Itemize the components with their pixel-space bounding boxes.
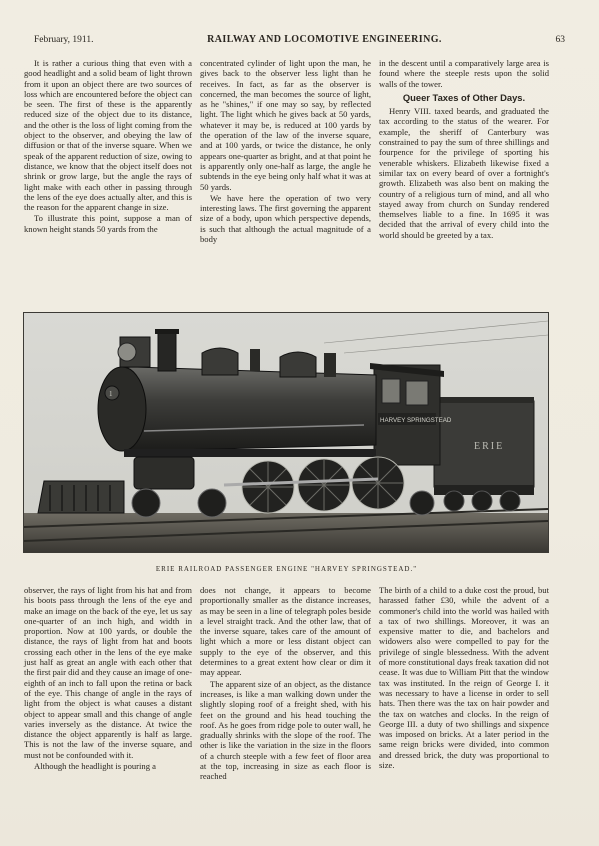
paragraph: Although the headlight is pouring a — [34, 761, 156, 772]
locomotive-illustration — [24, 313, 548, 552]
running-header — [34, 34, 565, 50]
journal-title: RAILWAY AND LOCOMOTIVE ENGINEERING. — [207, 34, 442, 45]
paragraph: We have here the operation of two very interesting laws. The first governing the apparent size of a body, upon which perspective depends, is such that although the actual magnitude of a body — [200, 192, 371, 245]
article-heading: Queer Taxes of Other Days. — [402, 91, 526, 103]
locomotive-photo — [23, 312, 549, 553]
page-number: 63 — [555, 35, 565, 45]
paragraph: The birth of a child to a duke cost the proud, but harassed father £30, while the advent of a commoner's child into the world was hailed with a tax of two shillings. Moreover, it was an expensive matter to die, and bachelors and widowers also were compelled to pay for the privilege of single blessedness. With the advent of more constitutional days freak taxation did not cease. It was due to William Pitt that the window tax was instituted. In the reign of George I. it was necessary to have a license in order to sell hats. Then there was the tax on hair powder and the tax on watches and clocks. In the reign of George III. a duty of two shillings and sixpence was imposed on bricks. At a later period in the same reign bricks were divided, into common and dressed brick, the duty was proportional to size. — [379, 585, 549, 771]
paragraph: concentrated cylinder of light upon the man, he gives back to the observer less light than he receives. In fact, as far as the observer is concerned, the man becomes the source of light, as he "shines," if one may so say, by reflected light. The light which he gives back at 50 yards, whatever it may be, is reduced at 100 yards by the operation of the law of the inverse square, and at 100 yards, or twice the distance, he only appears one-quarter as bright, and at that point he is apparently only one-half as large, the angle he subtends in the eye being only half what it was at 50 yards. — [200, 58, 371, 192]
paragraph: Henry VIII. taxed beards, and graduated the tax according to the status of the wearer. For example, the sheriff of Canterbury was constrained to pay the sum of three shillings and fourpence for the privilege of sporting his venerable whiskers. Elizabeth likewise fixed a similar tax on every beard of over a fortnight's growth. Elizabeth was also bent on making the country of a religious turn of mind, and all who stayed away from church on Sunday rendered themselves liable to a fine. In 1695 it was decided that the arrival of every child into the world should be greeted by a tax. — [379, 106, 549, 240]
issue-date: February, 1911. — [34, 35, 94, 45]
paragraph: The apparent size of an object, as the distance increases, is like a man walking down under the slightly sloping roof of a freight shed, with his feet on the ground and his head touching the roof. As he goes from ridge pole to outer wall, he gradually shrinks with the slope of the roof. The other is like the variation in the size in the floors of a church steeple with a few feet of floor area at the top, increasing in size as each floor is reached — [200, 678, 371, 782]
column-top-right — [379, 58, 549, 241]
paragraph: It is rather a curious thing that even with a good headlight and a solid beam of light thrown from it upon an object there are two sources of loss which are encountered before the object can be seen. The first of these is the apparently reduced size of the object due to its distance, and the other is the loss of light coming from the object to the observer, and obeying the law of diffusion or that of the inverse square. When we speak of the apparent reduction of size, owing to distance, we know that the object itself does not shrink or grow large, but the angle the rays of light make with each other in passing through the lens of the eye does actually alter, and this is the reason for the apparent change in size. — [24, 58, 192, 213]
column-bottom-right — [379, 585, 549, 771]
engine-number: 1 — [109, 390, 113, 398]
figure-caption: ERIE RAILROAD PASSENGER ENGINE "HARVEY SPRINGSTEAD." — [155, 565, 418, 573]
paragraph: in the descent until a comparatively large area is found where the steeple rests upon the solid walls of the tower. — [379, 58, 549, 89]
paragraph: observer, the rays of light from his hat and from his boots pass through the lens of the eye and make an image on the back of the eye, let us say one-quarter of an inch high, and width in proportion. Now at 100 yards, or double the distance, the rays of light from hat and boots crossing each other in the lens of the eye make just half as great an angle with each other that the first pair did and they cause an image of one-eighth of an inch to fall upon the retina or back of the eye. This change of angle in the rays of light from the object is what causes a distant object to appear small and this change of angle varies inversely as the distance. At twice the distance the object apparently is half as large. This is not the law of the inverse square, and must not be confounded with it. — [24, 585, 192, 760]
paragraph: does not change, it appears to become proportionally smaller as the distance increases, as may be seen in a line of telegraph poles beside a level straight track. And the other law, that of the inverse square, takes care of the amount of light which a more or less distant object can supply to the eye of the observer, and this determines to a great extent how clear or dim it may appear. — [200, 585, 371, 678]
cab-lettering: HARVEY SPRINGSTEAD — [380, 417, 452, 424]
column-top-middle — [200, 58, 371, 245]
column-bottom-middle — [200, 585, 371, 783]
paragraph: To illustrate this point, suppose a man of known height stands 50 yards from the — [24, 213, 192, 234]
tender-lettering: ERIE — [474, 441, 505, 452]
column-top-left — [24, 58, 192, 235]
column-bottom-left — [24, 585, 192, 772]
